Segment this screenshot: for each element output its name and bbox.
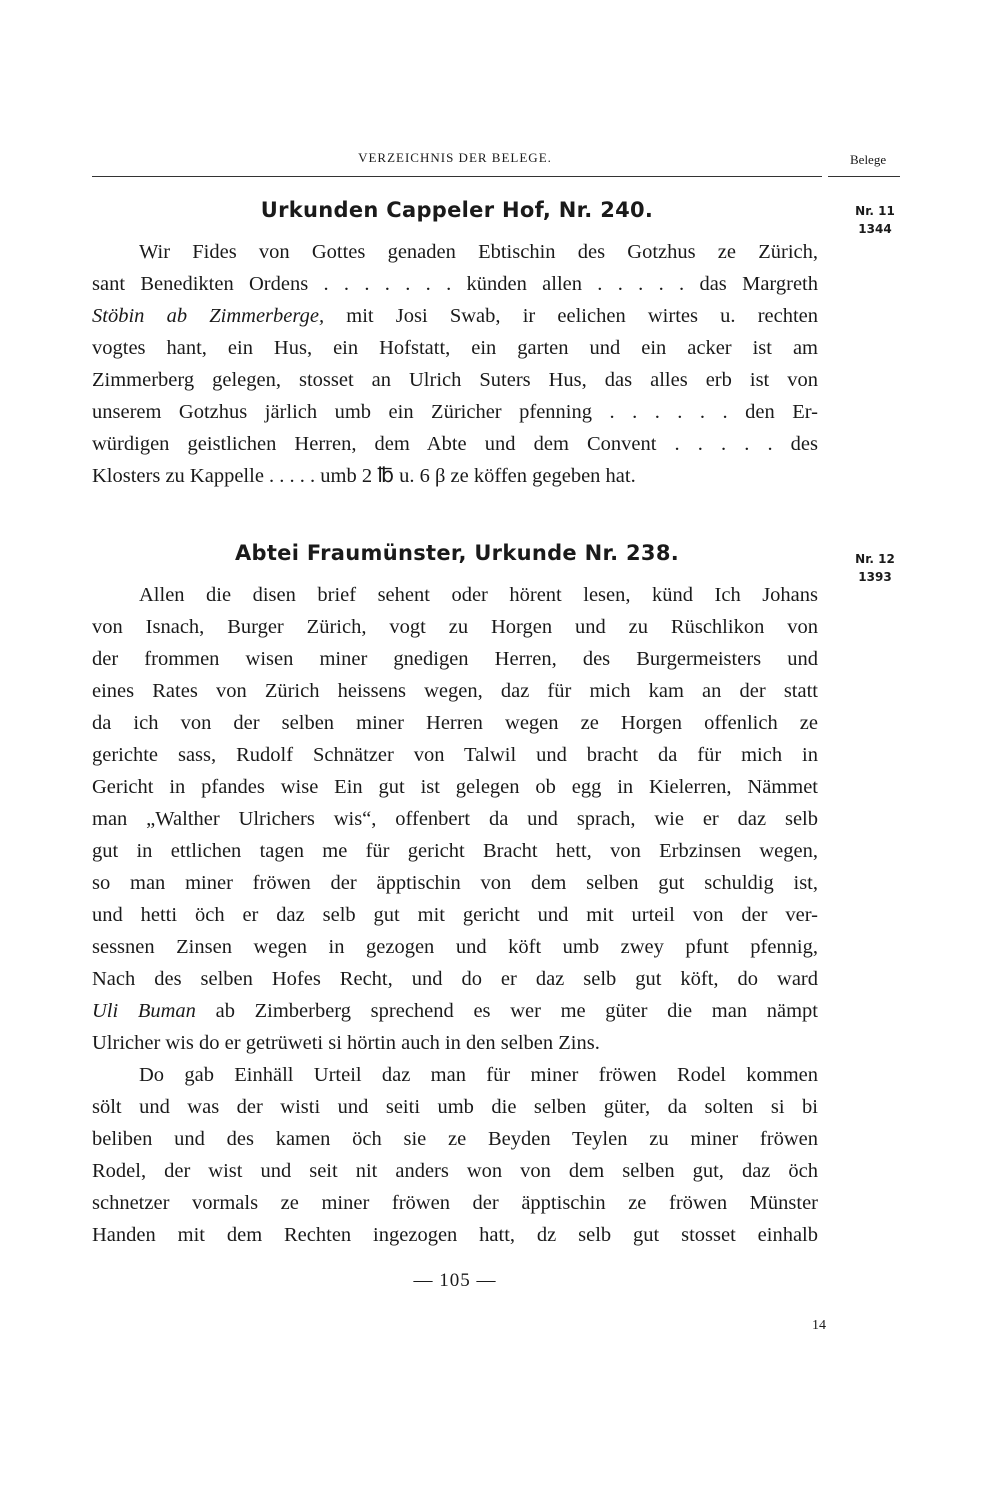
section1-heading: Urkunden Cappeler Hof, Nr. 240.: [260, 198, 654, 222]
text-line: [92, 995, 818, 1027]
text-line: da ich von der selben miner Herren wegen ze Horgen offenlich ze: [92, 712, 818, 734]
text-line: eines Rates von Zürich heissens wegen, daz für mich kam an der statt: [92, 680, 818, 702]
text-line: Wir Fides von Gottes genaden Ebtischin des Gotzhus ze Zürich,: [139, 241, 818, 263]
section1-margin-year: 1344: [858, 222, 892, 236]
text-line: so man miner fröwen der äpptischin von dem selben gut schuldig ist,: [92, 872, 818, 894]
text-line: sant Benedikten Ordens . . . . . . . künden allen . . . . . das Margreth: [92, 273, 818, 295]
text-line: [92, 300, 818, 332]
margin-rule: [828, 176, 900, 177]
text-line: Rodel, der wist und seit nit anders won von dem selben gut, daz öch: [92, 1160, 818, 1182]
text-line: sessnen Zinsen wegen in gezogen und köft umb zwey pfunt pfennig,: [92, 936, 818, 958]
text-fragment: ab Zimberberg sprechend es wer me güter die man nämpt: [215, 1000, 818, 1022]
text-line: Gericht in pfandes wise Ein gut ist gelegen ob egg in Kielerren, Nämmet: [92, 776, 818, 798]
signature-mark: 14: [812, 1318, 826, 1333]
text-line: Ulricher wis do er getrüweti si hörtin auch in den selben Zins.: [92, 1032, 600, 1054]
page-number: — 105 —: [413, 1270, 497, 1291]
text-line: sölt und was der wisti und seiti umb die selben güter, da solten si bi: [92, 1096, 818, 1118]
section1-body: [92, 236, 818, 492]
text-line: Nach des selben Hofes Recht, und do er daz selb gut köft, do ward: [92, 968, 818, 990]
section1-margin-note: [850, 202, 900, 238]
text-line: Do gab Einhäll Urteil daz man für miner fröwen Rodel kommen: [139, 1064, 818, 1086]
text-line: gerichte sass, Rudolf Schnätzer von Talwil und bracht da für mich in: [92, 744, 818, 766]
section1-margin-nr: Nr. 11: [855, 204, 895, 218]
text-line: Zimmerberg gelegen, stosset an Ulrich Suters Hus, das alles erb ist von: [92, 369, 818, 391]
text-line: Klosters zu Kappelle . . . . . umb 2 ℔ u. 6 β ze köffen gegeben hat.: [92, 465, 636, 487]
section2-heading: Abtei Fraumünster, Urkunde Nr. 238.: [234, 541, 680, 565]
italic-name: Stöbin ab Zimmerberge,: [92, 305, 325, 327]
section2-body: [92, 579, 818, 1251]
text-line: unserem Gotzhus järlich umb ein Züricher pfenning . . . . . . den Er-: [92, 401, 818, 423]
text-line: Handen mit dem Rechten ingezogen hatt, dz selb gut stosset einhalb: [92, 1224, 818, 1246]
section2-margin-note: [850, 550, 900, 586]
text-line: vogtes hant, ein Hus, ein Hofstatt, ein garten und ein acker ist am: [92, 337, 818, 359]
text-line: von Isnach, Burger Zürich, vogt zu Horgen und zu Rüschlikon von: [92, 616, 818, 638]
text-line: beliben und des kamen öch sie ze Beyden Teylen zu miner fröwen: [92, 1128, 818, 1150]
text-line: der frommen wisen miner gnedigen Herren, des Burgermeisters und: [92, 648, 818, 670]
text-fragment: mit Josi Swab, ir eelichen wirtes u. rechten: [346, 305, 818, 327]
text-line: gut in ettlichen tagen me für gericht Bracht hett, von Erbzinsen wegen,: [92, 840, 818, 862]
text-line: schnetzer vormals ze miner fröwen der äpptischin ze fröwen Münster: [92, 1192, 818, 1214]
section2-margin-year: 1393: [858, 570, 892, 584]
text-line: und hetti öch er daz selb gut mit gericht und mit urteil von der ver-: [92, 904, 818, 926]
text-line: Allen die disen brief sehent oder hörent lesen, künd Ich Johans: [139, 584, 818, 606]
margin-title: Belege: [850, 152, 887, 167]
italic-name: Uli Buman: [92, 1000, 196, 1022]
running-title: VERZEICHNIS DER BELEGE.: [358, 150, 552, 165]
text-line: man „Walther Ulrichers wis“, offenbert da und sprach, wie er daz selb: [92, 808, 818, 830]
section2-margin-nr: Nr. 12: [855, 552, 895, 566]
header-rule: [92, 176, 822, 177]
text-line: würdigen geistlichen Herren, dem Abte und dem Convent . . . . . des: [92, 433, 818, 455]
